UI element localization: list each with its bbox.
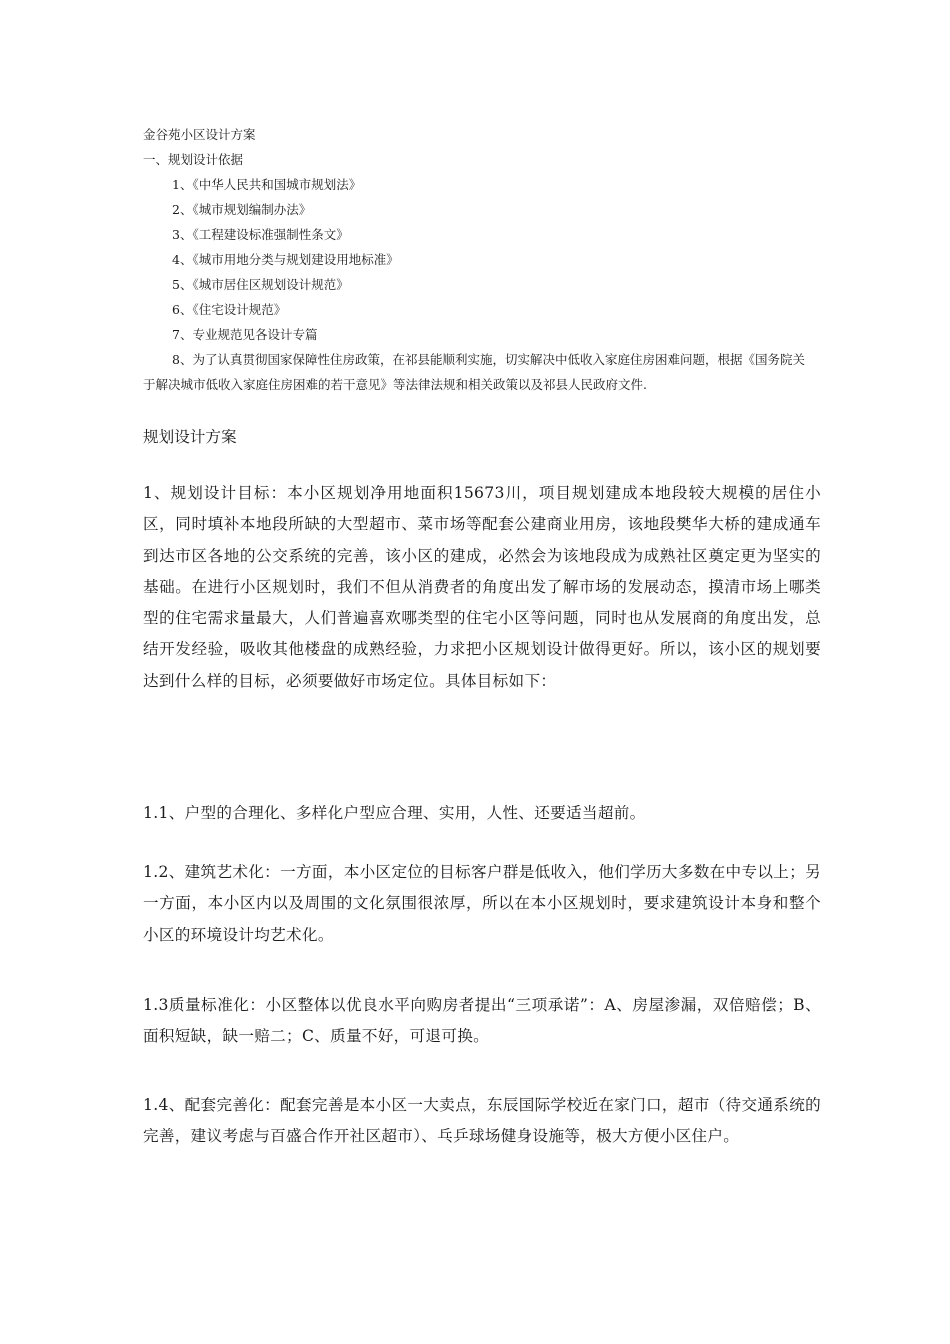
basis-item: 6、《住宅设计规范》 [172,302,287,317]
document-title: 金谷苑小区设计方案 [143,127,256,142]
basis-item: 7、专业规范见各设计专篇 [172,327,318,342]
paragraph-1-1: 1.1、户型的合理化、多样化户型应合理、实用，人性、还要适当超前。 [143,804,646,822]
paragraph-1-3: 1.3质量标准化：小区整体以优良水平向购房者提出“三项承诺”：A、房屋渗漏，双倍赔偿；B、面积短缺，缺一赔二；C、质量不好，可退可换。 [143,996,821,1046]
section2-heading: 规划设计方案 [143,428,237,446]
paragraph-1-4: 1.4、配套完善化：配套完善是本小区一大卖点，东辰国际学校近在家门口，超市（待交通系统的完善，建议考虑与百盛合作开社区超市）、乓乒球场健身设施等，极大方便小区住户。 [143,1096,821,1146]
paragraph-goal: 1、规划设计目标：本小区规划净用地面积15673川，项目规划建成本地段较大规模的居住小区，同时填补本地段所缺的大型超市、菜市场等配套公建商业用房，该地段樊华大桥的建成通车到达市区各地的公交系统的完善，该小区的建成，必然会为该地段成为成熟社区奠定更为坚实的基础。在进行小区规划时，我们不但从消费者的角度出发了解市场的发展动态，摸清市场上哪类型的住宅需求量最大，人们普遍喜欢哪类型的住宅小区等问题，同时也从发展商的角度出发，总结开发经验，吸收其他楼盘的成熟经验，力求把小区规划设计做得更好。所以，该小区的规划要达到什么样的目标，必须要做好市场定位。具体目标如下： [143,484,821,690]
basis-item: 4、《城市用地分类与规划建设用地标准》 [172,252,399,267]
basis-item: 1、《中华人民共和国城市规划法》 [172,177,362,192]
basis-item-8: 8、为了认真贯彻国家保障性住房政策，在祁县能顺利实施，切实解决中低收入家庭住房困难问题，根据《国务院关于解决城市低收入家庭住房困难的若干意见》等法律法规和相关政策以及祁县人民政府文件. [143,352,805,392]
section1-heading: 一、规划设计依据 [143,152,244,167]
basis-item: 3、《工程建设标准强制性条文》 [172,227,349,242]
basis-item: 2、《城市规划编制办法》 [172,202,312,217]
basis-item: 5、《城市居住区规划设计规范》 [172,277,349,292]
paragraph-1-2: 1.2、建筑艺术化：一方面，本小区定位的目标客户群是低收入，他们学历大多数在中专以上；另一方面，本小区内以及周围的文化氛围很浓厚，所以在本小区规划时，要求建筑设计本身和整个小区的环境设计均艺术化。 [143,863,821,944]
